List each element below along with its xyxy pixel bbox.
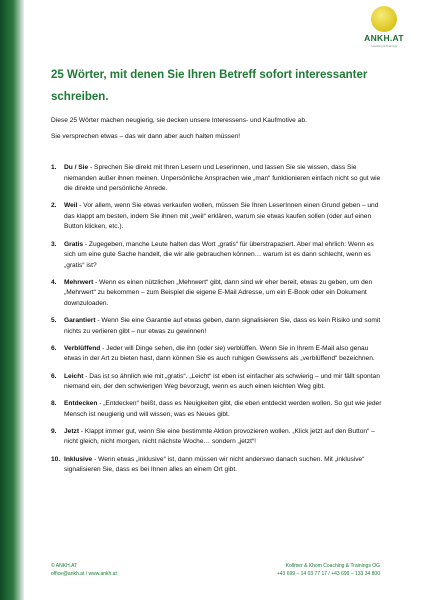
item-description: - Zugegeben, manche Leute halten das Wort „gratis“ für überstrapaziert. Aber mal ehrlich: Wenn es sich um eine gute Sache handelt, die wir alle gebrauchen können… warum ist es dann schlecht, wenn es „gratis“ ist? (64, 240, 374, 269)
intro-paragraph-1: Diese 25 Wörter machen neugierig, sie decken unsere Interessens- und Kaufmotive ab. (51, 117, 307, 124)
item-keyword: Jetzt (64, 427, 80, 435)
item-keyword: Inklusive (64, 455, 93, 463)
item-description: - Jeder will Dinge sehen, die ihn (oder sie) verblüffen. Wenn Sie in Ihrem E-Mail also genau etwas in der Art zu bieten hast, dann können Sie es auch ruhigen Gewissens als „verblüffend“ bezeichnen. (64, 344, 375, 363)
item-number: 10. (51, 455, 61, 463)
item-number: 6. (51, 372, 57, 380)
item-number: 5. (51, 317, 57, 325)
document-title: 25 Wörter, mit denen Sie Ihren Betreff sofort interessanter schreiben. (51, 69, 368, 103)
item-number: 8. (51, 400, 57, 408)
item-number: 2. (51, 202, 57, 210)
item-text (64, 344, 386, 365)
list-item (51, 399, 386, 420)
footer-left (51, 563, 117, 578)
list-item (51, 427, 386, 448)
footer-contact: office@ankh.at / www.ankh.at (51, 570, 117, 577)
word-list (51, 163, 386, 482)
item-description: - Wenn Sie eine Garantie auf etwas geben, dann signalisieren Sie, dass es kein Risiko und somit nichts zu verlieren gibt – nur etwas zu gewinnen! (64, 317, 381, 335)
list-item (51, 240, 386, 272)
footer-phone: +43 699 – 14 03 77 17 / +43 699 – 133 34 800 (276, 570, 380, 577)
item-text (64, 372, 386, 393)
item-description: - Wenn etwas „inklusive“ ist, dann müssen wir nicht anderswo danach suchen. Mit „inklusive“ signalisieren Sie, dass es bei Ihnen alles an einem Ort gibt. (64, 455, 365, 474)
footer-right (277, 563, 380, 578)
item-keyword: Weil (64, 202, 78, 210)
item-description: - Vor allem, wenn Sie etwas verkaufen wollen, müssen Sie Ihren LeserInnen einen Grund geben – und das klappt am besten, indem Sie ihnen mit „weil“ erklären, warum sie etwas kaufen sollen (oder auf einen Button klicken, etc.). (64, 202, 379, 231)
list-item (51, 455, 386, 476)
item-keyword: Entdecken (64, 400, 98, 408)
item-keyword: Gratis (64, 240, 84, 248)
item-keyword: Verblüffend (64, 344, 101, 352)
item-text (64, 201, 386, 233)
logo (360, 6, 408, 48)
sun-logo-icon (371, 6, 397, 32)
item-text (64, 399, 386, 420)
item-number: 4. (51, 278, 57, 286)
item-number: 6. (51, 344, 57, 352)
list-item (51, 372, 386, 393)
list-item (51, 344, 386, 365)
list-item (51, 163, 386, 195)
item-text (64, 427, 386, 448)
item-description: - „Entdecken“ heißt, dass es Neuigkeiten gibt, die eben entdeckt werden wollen. So gut wie jeder Mensch ist neugierig und will wissen, was es Neues gibt. (64, 400, 382, 418)
item-description: - Klappt immer gut, wenn Sie eine bestimmte Aktion provozieren wollen. „Klick jetzt auf den Button“ – nicht gleich, nicht morgen, nicht nächste Woche… sondern „jetzt“! (64, 427, 375, 446)
green-sidebar-stripe (0, 0, 24, 600)
item-number: 9. (51, 427, 57, 435)
item-number: 1. (51, 164, 57, 171)
list-item (51, 278, 386, 310)
item-keyword: Mehrwert (64, 278, 94, 286)
footer-company: Kollmer & Khom Coaching & Trainings OG (285, 563, 380, 569)
item-keyword: Garantiert (64, 317, 96, 325)
item-description: - Sprechen Sie direkt mit Ihren Lesern und Leserinnen, und lassen Sie sie wissen, dass Sie niemanden außer ihnen meinen. Unpersönliche Ansprachen wie „man“ funktionieren einfach nicht so gut wie die direkte und persönliche Anrede. (64, 164, 381, 193)
item-keyword: Leicht (64, 372, 84, 380)
item-text (64, 240, 386, 272)
item-text (64, 163, 386, 195)
item-text (64, 316, 386, 337)
list-item (51, 316, 386, 337)
intro-paragraph-2: Sie versprechen etwas – das wir dann aber auch halten müssen! (51, 133, 241, 140)
logo-tagline: Coaching & Trainings (370, 44, 398, 48)
item-description: - Das ist so ähnlich wie mit „gratis“. „Leicht“ ist eben ist einfacher als schwierig – und mir fällt spontan niemand ein, der den schwierigen Weg bevorzugt, wenn es auch einen leichten Weg gibt. (64, 372, 380, 391)
item-description: - Wenn es einen nützlichen „Mehrwert“ gibt, dann sind wir eher bereit, etwas zu geben, um den „Mehrwert“ zu bekommen – zum Beispiel die eigene E-Mail Adresse, um ein E-Book oder ein Dokument downzuloaden. (64, 278, 373, 308)
logo-name: ANKH.AT (364, 33, 404, 43)
list-item (51, 201, 386, 233)
item-number: 3. (51, 240, 57, 248)
item-text (64, 278, 386, 310)
footer-copyright: © ANKH.AT (51, 563, 78, 569)
item-keyword: Du / Sie (64, 164, 89, 171)
item-text (64, 455, 386, 476)
